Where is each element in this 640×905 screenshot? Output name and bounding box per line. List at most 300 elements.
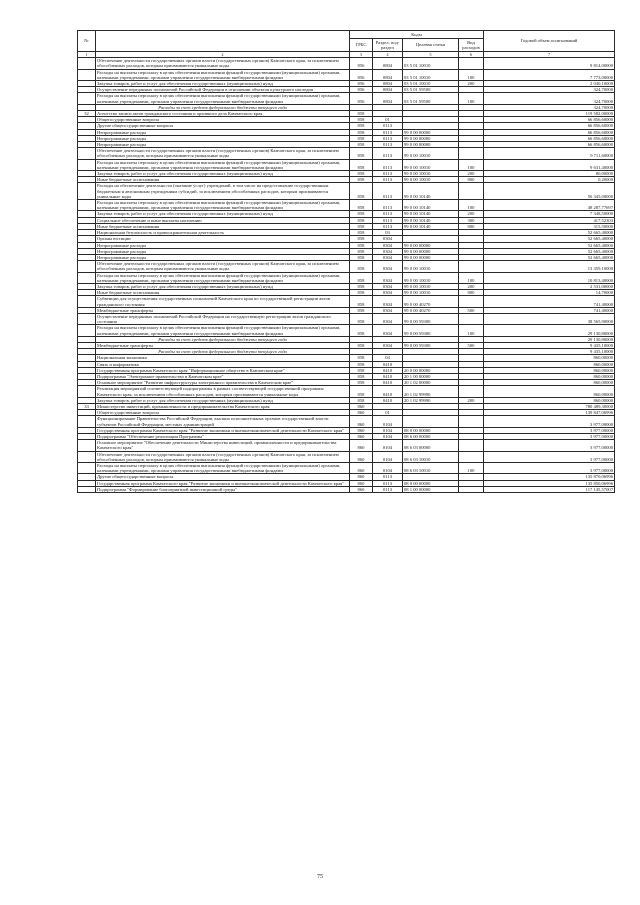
row-expense-type: 200 — [459, 283, 484, 289]
row-name: Государственная программа Камчатского края "Развитие экономики и внешнеэкономической деятельности Камчатского края" — [96, 427, 350, 433]
row-amount: 9 435,10000 — [484, 349, 615, 355]
row-name: Министерство инвестиций, промышленности и предпринимательства Камчатского края — [96, 403, 350, 409]
budget-table — [77, 30, 615, 493]
row-grbs: 860 — [350, 480, 373, 486]
row-section: 01 — [373, 410, 403, 416]
row-grbs: 858 — [350, 230, 373, 236]
row-name: Расходы на выплаты персоналу в целях обеспечения выполнения функций государственными (муниципальными) органами, казенными учреждениями, органами управления государственными внебюджетными фондами — [96, 463, 350, 474]
row-name: Непрограммные расходы — [96, 129, 350, 135]
row-article: 99 0 00 59300 — [403, 313, 459, 324]
row-section: 0113 — [373, 474, 403, 480]
row-name: Непрограммные расходы — [96, 248, 350, 254]
row-expense-type: 800 — [459, 177, 484, 183]
row-name: Подпрограмма "Электронное правительство в Камчатском крае" — [96, 373, 350, 379]
page-number: 75 — [317, 874, 323, 880]
row-name: Подпрограмма "Формирование благоприятной инвестиционной среды" — [96, 486, 350, 492]
row-grbs: 858 — [350, 248, 373, 254]
row-name: Иные бюджетные ассигнования — [96, 223, 350, 229]
row-section: 03 — [373, 230, 403, 236]
row-expense-type: 100 — [459, 159, 484, 170]
row-article: 08 6 03 10010 — [403, 451, 459, 462]
table-row — [78, 200, 615, 211]
row-grbs: 858 — [350, 313, 373, 324]
row-amount: 324,70000 — [484, 104, 615, 110]
row-amount: 52 665,40000 — [484, 248, 615, 254]
row-amount: 38 565,90000 — [484, 313, 615, 324]
row-section: 0113 — [373, 148, 403, 159]
table-row — [78, 416, 615, 427]
row-amount: 3 977,00000 — [484, 427, 615, 433]
row-amount: 29 130,80000 — [484, 336, 615, 342]
row-amount: 48 287,77697 — [484, 200, 615, 211]
row-section: 0113 — [373, 217, 403, 223]
row-amount: 0,20000 — [484, 177, 615, 183]
row-article: 03 5 01 10010 — [403, 58, 459, 69]
row-amount: 9 711,60000 — [484, 148, 615, 159]
row-number — [78, 416, 96, 427]
row-name: Расходы на выплаты персоналу в целях обеспечения выполнения функций государственными (муниципальными) органами, казенными учреждениями, органами управления государственными внебюджетными фондами — [96, 93, 350, 104]
row-name: Общегосударственные вопросы — [96, 117, 350, 123]
row-expense-type: 200 — [459, 397, 484, 403]
row-section: 0104 — [373, 434, 403, 440]
header-vr: Вид расходов — [459, 39, 484, 52]
row-amount: 139 847,06996 — [484, 410, 615, 416]
row-section: 0304 — [373, 290, 403, 296]
row-section: 0104 — [373, 463, 403, 474]
row-name: Закупка товаров, работ и услуг для обеспечения государственных (муниципальных) нужд — [96, 397, 350, 403]
row-grbs: 860 — [350, 410, 373, 416]
row-amount: 7 773,00000 — [484, 69, 615, 80]
row-name: Обеспечение деятельности государственных органов власти (государственных органов) Камчатского края, за исключением обособленных расходов, которым присваиваются уникальные коды — [96, 451, 350, 462]
row-name: Связь и информатика — [96, 361, 350, 367]
row-article: 99 0 00 10140 — [403, 217, 459, 223]
row-grbs: 858 — [350, 217, 373, 223]
table-row — [78, 451, 615, 462]
row-name: Расходы на выплаты персоналу в целях обеспечения выполнения функций государственными (муниципальными) органами, казенными учреждениями, органами управления государственными внебюджетными фондами — [96, 69, 350, 80]
row-grbs: 858 — [350, 111, 373, 117]
row-section: 0104 — [373, 440, 403, 451]
table-header — [78, 31, 615, 58]
row-name: Непрограммные расходы — [96, 254, 350, 260]
row-grbs: 856 — [350, 69, 373, 80]
row-expense-type — [459, 386, 484, 397]
row-article: 08 1 00 00000 — [403, 486, 459, 492]
row-article: 03 5 01 10010 — [403, 81, 459, 87]
row-number — [78, 486, 96, 492]
row-amount: 3 977,00000 — [484, 451, 615, 462]
row-amount: 52 665,40000 — [484, 254, 615, 260]
row-grbs: 858 — [350, 223, 373, 229]
row-expense-type — [459, 313, 484, 324]
row-article: 08 6 03 10010 — [403, 463, 459, 474]
row-name: Реализация мероприятий соответствующей подпрограммы в рамках соответствующей государственной программы Камчатского края, за исключением обособленных расходов, которым присваиваются уникальные коды — [96, 386, 350, 397]
row-section: 0304 — [373, 272, 403, 283]
row-grbs: 860 — [350, 486, 373, 492]
row-amount: 9 435,10000 — [484, 342, 615, 348]
row-expense-type: 200 — [459, 171, 484, 177]
row-article: 99 0 00 10010 — [403, 261, 459, 272]
row-grbs: 858 — [350, 148, 373, 159]
row-grbs: 860 — [350, 427, 373, 433]
row-amount: 324,70000 — [484, 87, 615, 93]
row-grbs: 858 — [350, 129, 373, 135]
row-amount: 66 856,60000 — [484, 129, 615, 135]
row-article: 99 0 00 10140 — [403, 223, 459, 229]
row-article: 99 0 00 10010 — [403, 159, 459, 170]
row-amount: 119 582,00000 — [484, 111, 615, 117]
row-article: 99 0 00 10140 — [403, 211, 459, 217]
row-section: 0804 — [373, 93, 403, 104]
row-expense-type: 100 — [459, 200, 484, 211]
table-row — [78, 148, 615, 159]
row-article: 99 0 00 00000 — [403, 129, 459, 135]
row-number — [78, 200, 96, 211]
row-article: 08 6 00 00000 — [403, 434, 459, 440]
row-amount: 66 856,60000 — [484, 123, 615, 129]
row-grbs: 858 — [350, 380, 373, 386]
row-name: Основное мероприятие "Обеспечение деятельности Министерства инвестиций, промышленности и предпринимательства Камчатского края" — [96, 440, 350, 451]
row-expense-type — [459, 261, 484, 272]
row-section: 0113 — [373, 200, 403, 211]
row-grbs: 858 — [350, 183, 373, 200]
row-article: 99 0 00 10010 — [403, 272, 459, 283]
row-grbs: 858 — [350, 211, 373, 217]
row-section: 0104 — [373, 416, 403, 427]
row-section: 0113 — [373, 480, 403, 486]
row-amount: 66 856,60000 — [484, 117, 615, 123]
row-grbs: 860 — [350, 451, 373, 462]
row-expense-type — [459, 58, 484, 69]
row-grbs: 858 — [350, 397, 373, 403]
row-article: 03 5 01 10010 — [403, 69, 459, 80]
row-number: 33 — [78, 403, 96, 409]
row-grbs: 858 — [350, 290, 373, 296]
row-number — [78, 159, 96, 170]
row-section: 0113 — [373, 486, 403, 492]
row-number — [78, 440, 96, 451]
row-section: 0410 — [373, 386, 403, 397]
row-article: 20 0 00 00000 — [403, 367, 459, 373]
row-section: 0304 — [373, 283, 403, 289]
row-section: 0804 — [373, 87, 403, 93]
row-expense-type — [459, 486, 484, 492]
row-grbs: 858 — [350, 307, 373, 313]
row-name: Агентство записи актов гражданского состояния и архивного дела Камчатского края — [96, 111, 350, 117]
table-row — [78, 313, 615, 324]
row-article: 20 1 02 99990 — [403, 397, 459, 403]
row-section: 0104 — [373, 451, 403, 462]
row-name: Государственная программа Камчатского края "Информационное общество в Камчатском крае" — [96, 367, 350, 373]
row-grbs: 858 — [350, 373, 373, 379]
row-name: Расходы на выплаты персоналу в целях обеспечения выполнения функций государственными (муниципальными) органами, казенными учреждениями, органами управления государственными внебюджетными фондами — [96, 325, 350, 336]
row-name: Расходы на выплаты персоналу в целях обеспечения выполнения функций государственными (муниципальными) органами, казенными учреждениями, органами управления государственными внебюджетными фондами — [96, 272, 350, 283]
row-expense-type — [459, 183, 484, 200]
row-name: Государственная программа Камчатского края "Развитие экономики и внешнеэкономической деятельности Камчатского края" — [96, 480, 350, 486]
row-article: 99 0 00 59300 — [403, 342, 459, 348]
row-name: Закупка товаров, работ и услуг для обеспечения государственных (муниципальных) нужд — [96, 283, 350, 289]
row-name: Расходы за счет средств федерального бюджета текущего года — [96, 336, 350, 342]
row-number — [78, 313, 96, 324]
row-expense-type: 800 — [459, 223, 484, 229]
row-name: Расходы на выплаты персоналу в целях обеспечения выполнения функций государственными (муниципальными) органами, казенными учреждениями, органами управления государственными внебюджетными фондами — [96, 159, 350, 170]
row-expense-type: 200 — [459, 211, 484, 217]
row-section: 0113 — [373, 142, 403, 148]
row-expense-type: 100 — [459, 272, 484, 283]
row-grbs: 858 — [350, 242, 373, 248]
row-grbs: 860 — [350, 434, 373, 440]
row-amount: 2 531,00000 — [484, 283, 615, 289]
row-grbs: 858 — [350, 355, 373, 361]
row-amount: 324,70000 — [484, 93, 615, 104]
row-number — [78, 296, 96, 307]
row-name: Расходы на обеспечение деятельности (оказание услуг) учреждений, в том числе на предоставление государственным бюджетным и автономным учреждениям субсидий, за исключением обособленных расходов, которым присваиваются уникальные коды — [96, 183, 350, 200]
row-name: Иные бюджетные ассигнования — [96, 177, 350, 183]
row-number — [78, 93, 96, 104]
row-section: 0410 — [373, 361, 403, 367]
row-name: Осуществление переданных полномочий Российской Федерации в отношении объектов культурного наследия — [96, 87, 350, 93]
row-expense-type — [459, 296, 484, 307]
row-section: 04 — [373, 355, 403, 361]
row-grbs: 858 — [350, 171, 373, 177]
row-amount: 9 631,40000 — [484, 159, 615, 170]
row-amount: 7 348,50000 — [484, 211, 615, 217]
row-expense-type: 100 — [459, 463, 484, 474]
table-row — [78, 486, 615, 492]
row-article: 99 0 00 10010 — [403, 290, 459, 296]
row-expense-type: 100 — [459, 325, 484, 336]
row-name: Иные бюджетные ассигнования — [96, 290, 350, 296]
header-section: Раздел, под- раздел — [373, 39, 403, 52]
table-row — [78, 440, 615, 451]
row-amount: 315,50000 — [484, 223, 615, 229]
row-number — [78, 148, 96, 159]
row-article: 20 1 02 00000 — [403, 380, 459, 386]
row-amount: 3 977,00000 — [484, 440, 615, 451]
row-article: 99 0 00 10010 — [403, 283, 459, 289]
row-grbs: 860 — [350, 474, 373, 480]
row-name: Непрограммные расходы — [96, 135, 350, 141]
row-number — [78, 58, 96, 69]
row-amount: 52 665,40000 — [484, 230, 615, 236]
table-row — [78, 272, 615, 283]
row-amount: 860,00000 — [484, 355, 615, 361]
row-grbs: 860 — [350, 440, 373, 451]
row-section: 0410 — [373, 373, 403, 379]
row-section: 0304 — [373, 261, 403, 272]
row-amount: 56 345,00000 — [484, 183, 615, 200]
table-row — [78, 93, 615, 104]
row-grbs: 858 — [350, 261, 373, 272]
row-name: Субвенции для осуществления государственных полномочий Камчатского края по государственной регистрации актов гражданского состояния — [96, 296, 350, 307]
row-section: 0113 — [373, 123, 403, 129]
row-section: 01 — [373, 117, 403, 123]
header-name — [96, 31, 350, 52]
row-name: Национальная безопасность и правоохранительная деятельность — [96, 230, 350, 236]
table-row — [78, 183, 615, 200]
row-grbs: 858 — [350, 296, 373, 307]
row-amount: 14,70000 — [484, 290, 615, 296]
row-section: 0113 — [373, 223, 403, 229]
row-expense-type — [459, 148, 484, 159]
row-section: 0113 — [373, 211, 403, 217]
row-grbs: 858 — [350, 342, 373, 348]
row-amount: 417,52303 — [484, 217, 615, 223]
row-expense-type: 200 — [459, 81, 484, 87]
row-amount: 860,00000 — [484, 361, 615, 367]
row-name: Расходы за счет средств федерального бюджета текущего года — [96, 349, 350, 355]
row-article: 20 1 02 99990 — [403, 386, 459, 397]
row-expense-type: 100 — [459, 69, 484, 80]
row-amount: 52 665,40000 — [484, 236, 615, 242]
row-section: 0804 — [373, 69, 403, 80]
row-article: 99 0 00 10010 — [403, 148, 459, 159]
row-name: Подпрограмма "Обеспечение реализации Программы" — [96, 434, 350, 440]
col-number: 7 — [484, 52, 615, 58]
col-number: 1 — [78, 52, 96, 58]
row-name: Закупка товаров, работ и услуг для обеспечения государственных (муниципальных) нужд — [96, 171, 350, 177]
header-amount: Годовой объем ассигнований — [484, 31, 615, 52]
row-name: Закупка товаров, работ и услуг для обеспечения государственных (муниципальных) нужд — [96, 81, 350, 87]
table-row — [78, 325, 615, 336]
row-amount: 66 856,60000 — [484, 142, 615, 148]
row-amount: 10 813,40000 — [484, 272, 615, 283]
row-section: 0410 — [373, 380, 403, 386]
row-number: 32 — [78, 111, 96, 117]
table-row — [78, 386, 615, 397]
row-article: 08 0 00 00000 — [403, 480, 459, 486]
row-number — [78, 183, 96, 200]
row-grbs: 858 — [350, 325, 373, 336]
row-article: 20 1 00 00000 — [403, 373, 459, 379]
row-amount: 860,00000 — [484, 397, 615, 403]
table-body — [78, 58, 615, 493]
row-section: 0304 — [373, 296, 403, 307]
row-name: Основное мероприятие "Развитие инфраструктуры электронного правительства в Камчатском крае" — [96, 380, 350, 386]
table-row — [78, 296, 615, 307]
row-amount: 135 850,06996 — [484, 480, 615, 486]
row-section: 0304 — [373, 342, 403, 348]
row-section: 0113 — [373, 129, 403, 135]
row-amount: 741,40000 — [484, 307, 615, 313]
row-article: 99 0 00 00000 — [403, 142, 459, 148]
row-grbs: 858 — [350, 135, 373, 141]
row-expense-type — [459, 451, 484, 462]
row-section: 0113 — [373, 135, 403, 141]
row-amount: 80,00000 — [484, 171, 615, 177]
row-article: 99 0 00 59300 — [403, 325, 459, 336]
row-article: 99 0 00 10010 — [403, 177, 459, 183]
row-expense-type — [459, 416, 484, 427]
row-section: 0410 — [373, 397, 403, 403]
col-number: 5 — [403, 52, 459, 58]
row-article: 08 6 03 00000 — [403, 440, 459, 451]
row-number — [78, 451, 96, 462]
row-amount: 29 130,80000 — [484, 325, 615, 336]
row-grbs: 858 — [350, 123, 373, 129]
row-section: 0304 — [373, 325, 403, 336]
row-section: 0804 — [373, 81, 403, 87]
row-section: 0113 — [373, 177, 403, 183]
row-expense-type: 100 — [459, 93, 484, 104]
col-number: 4 — [373, 52, 403, 58]
row-article: 99 0 00 00000 — [403, 242, 459, 248]
header-article: Целевая статья — [403, 39, 459, 52]
table-row — [78, 463, 615, 474]
header-codes: Коды — [350, 31, 484, 39]
row-grbs: 856 — [350, 81, 373, 87]
row-amount: 2 040,10000 — [484, 81, 615, 87]
row-number — [78, 272, 96, 283]
row-expense-type: 500 — [459, 307, 484, 313]
col-number: 3 — [350, 52, 373, 58]
row-article — [403, 416, 459, 427]
row-article: 99 0 00 10140 — [403, 200, 459, 211]
row-amount: 860,00000 — [484, 380, 615, 386]
row-article: 99 0 00 00000 — [403, 254, 459, 260]
row-grbs: 858 — [350, 159, 373, 170]
row-section: 0304 — [373, 242, 403, 248]
row-section: 0304 — [373, 307, 403, 313]
row-article: 99 0 00 40270 — [403, 307, 459, 313]
row-name: Другие общегосударственные вопросы — [96, 123, 350, 129]
table-row — [78, 58, 615, 69]
row-grbs: 856 — [350, 87, 373, 93]
row-section: 0113 — [373, 183, 403, 200]
row-section: 0410 — [373, 367, 403, 373]
row-amount: 66 856,60000 — [484, 135, 615, 141]
header-grbs: ГРБС — [350, 39, 373, 52]
row-grbs: 858 — [350, 367, 373, 373]
row-name: Обеспечение деятельности государственных органов власти (государственных органов) Камчатского края, за исключением обособленных расходов, которым присваиваются уникальные коды — [96, 58, 350, 69]
row-article: 99 0 00 00000 — [403, 248, 459, 254]
row-name: Другие общегосударственные вопросы — [96, 474, 350, 480]
row-grbs: 858 — [350, 386, 373, 397]
row-grbs: 858 — [350, 254, 373, 260]
row-section: 0104 — [373, 427, 403, 433]
row-amount: 860,00000 — [484, 373, 615, 379]
row-grbs: 858 — [350, 200, 373, 211]
row-number — [78, 463, 96, 474]
col-number: 2 — [96, 52, 350, 58]
row-grbs: 860 — [350, 463, 373, 474]
row-article: 99 0 00 10140 — [403, 183, 459, 200]
row-name: Непрограммные расходы — [96, 142, 350, 148]
row-name: Непрограммные расходы — [96, 242, 350, 248]
table-row — [78, 69, 615, 80]
row-grbs: 860 — [350, 403, 373, 409]
row-expense-type: 500 — [459, 342, 484, 348]
row-section: 0113 — [373, 159, 403, 170]
row-grbs: 860 — [350, 416, 373, 427]
row-name: Межбюджетные трансферты — [96, 342, 350, 348]
row-amount: 13 359,10000 — [484, 261, 615, 272]
row-name: Национальная экономика — [96, 355, 350, 361]
row-amount: 3 977,00000 — [484, 416, 615, 427]
row-grbs: 858 — [350, 236, 373, 242]
row-name: Расходы за счет средств федерального бюджета текущего года — [96, 104, 350, 110]
row-section: 0304 — [373, 254, 403, 260]
row-amount: 3 977,00000 — [484, 434, 615, 440]
row-grbs: 858 — [350, 283, 373, 289]
row-expense-type: 300 — [459, 217, 484, 223]
row-grbs: 858 — [350, 117, 373, 123]
row-name: Расходы на выплаты персоналу в целях обеспечения выполнения функций государственными (муниципальными) органами, казенными учреждениями, органами управления государственными внебюджетными фондами — [96, 200, 350, 211]
row-amount: 9 814,00000 — [484, 58, 615, 69]
row-number — [78, 69, 96, 80]
row-amount: 3 977,00000 — [484, 463, 615, 474]
col-number: 6 — [459, 52, 484, 58]
row-amount: 780 489,30000 — [484, 403, 615, 409]
